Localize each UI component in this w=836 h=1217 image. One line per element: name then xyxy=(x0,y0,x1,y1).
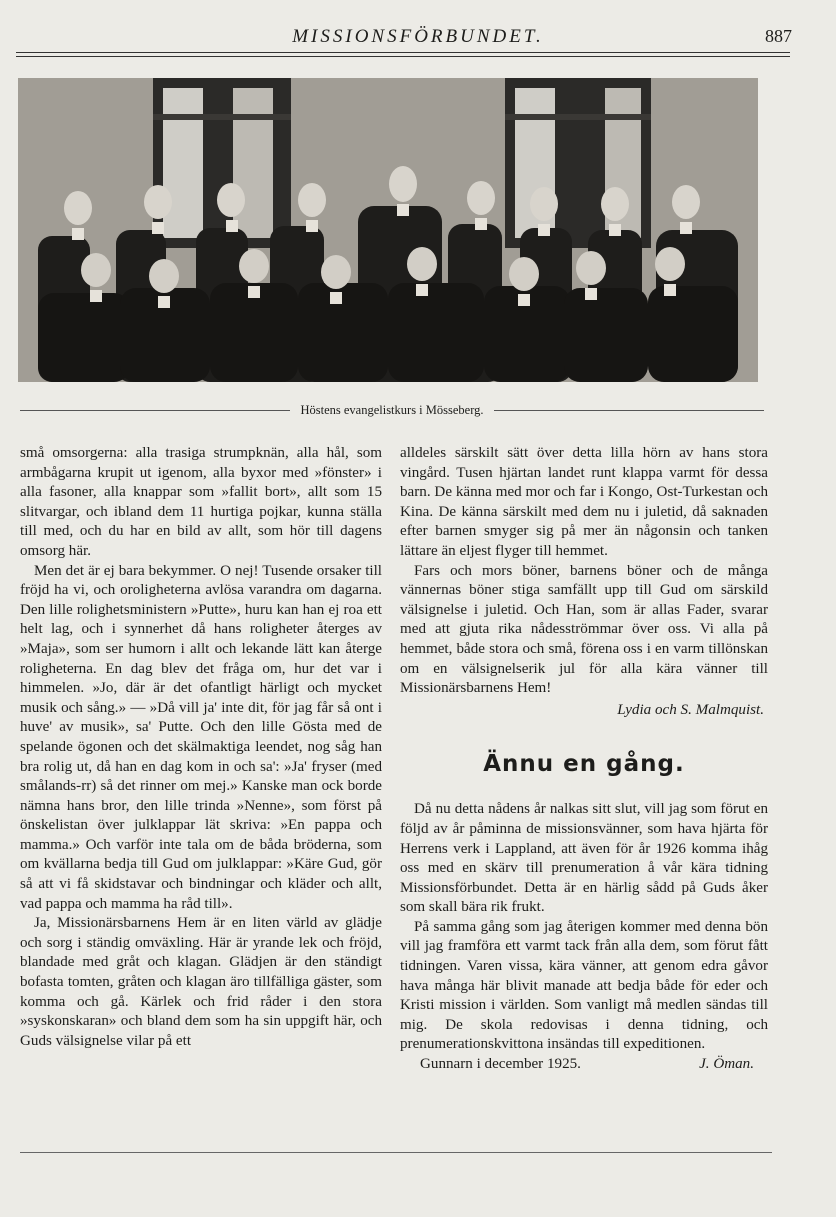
photo-caption: Höstens evangelistkurs i Mösseberg. xyxy=(300,402,484,417)
closing-line xyxy=(400,1055,768,1075)
group-photo-illustration xyxy=(18,78,758,382)
article-signature: Lydia och S. Malmquist. xyxy=(617,701,764,718)
left-paragraph-2: Men det är ej bara bekymmer. O nej! Tusende orsaker till fröjd ha vi, och oroligheterna avlösa varandra om dagarna. Den lille rolighetsministern »Putte», huru kan han ej roa ett helt lag, och i synnerhet då hans roligheter återges av »Maja», som ser humorn i allt och lekande lätt kan återge roligheterna. En dag blev det fråga om, hur det var i himmelen. »Jo, där är det ofantligt härligt och mycket musik och sång.» — »Då vill ja' inte dit, för jag får så ont i huve' av musik», sa' Putte. Och den lille Gösta med de spelande ögonen och det skälmaktiga leendet, nog såg han bra rolig ut, då han en dag kom in och sa': »Ja' fryser (med smålands-rr) så det rinner om mej.» Kanske man ock borde nämna hans bror, den lille trinda »Nenne», som först på önskelistan över julklappar lät skriva: »En pappa och mamma.» Och varför inte tala om de båda bröderna, som om kvällarna bedja till Gud om julklappar: »Käre Gud, gör så att vi få skidstavar och bindningar och kläder och allt, vad pappa och mamma ha råd till». xyxy=(20,562,382,912)
journal-title: MISSIONSFÖRBUNDET. xyxy=(292,26,544,47)
closing-place-date: Gunnarn i december 1925. xyxy=(420,1056,581,1073)
right-column xyxy=(400,444,768,1075)
left-paragraph-3: Ja, Missionärsbarnens Hem är en liten värld av glädje och sorg i ständig omväxling. Här är yrande lek och fröjd, blandade med gråt och klagan. Glädjen är den ständigt bofasta tomten, gråten och klagan äro tillfälliga gäster, som komma och gå. Kärlek och frid råder i den stora »syskonskaran» och bland dem som ha sin uppgift här, och Guds välsignelse vilar på ett xyxy=(20,915,382,1049)
header-rule-top xyxy=(16,52,790,53)
closing-author: J. Öman. xyxy=(699,1056,754,1073)
caption-rule-left xyxy=(20,410,290,411)
right-paragraph-2: Fars och mors böner, barnens böner och de många vännernas böner stiga samfällt upp till Gud om särskild välsignelse i juletid. Och Han, som är allas Fader, svarar med att gjuta rika nådesströmmar över oss. Vi alla på hemmet, både stora och små, förena oss i en varm tillönskan om en välsignelserik jul för alla kära vänner till Missionärsbarnens Hem! xyxy=(400,562,768,697)
group-photo xyxy=(18,78,758,382)
header-rule-bottom xyxy=(16,56,790,57)
caption-rule-right xyxy=(494,410,764,411)
section-heading: Ännu en gång. xyxy=(483,751,685,778)
page-header xyxy=(0,24,836,54)
section-paragraph-2: På samma gång som jag återigen kommer med denna bön vill jag framföra ett varmt tack från alla dem, som förut fått tidningen. Varen vissa, kära vänner, att genom edra gåvor hava många här blivit manade att bedja både för eder och Kristi mission i världen. Som vanligt må medlen sändas till mig. De skola redovisas i denna tidning, och prenumerationskvittona insändas till expeditionen. xyxy=(400,918,768,1053)
page-number: 887 xyxy=(765,26,792,46)
left-column xyxy=(20,444,382,1051)
left-paragraph-1: små omsorgerna: alla trasiga strumpknän, alla hål, som armbågarna krupit ut igenom, alla byxor med »fönster» i alla fasoner, alla knappar som »fallit bort», allt som 15 slitvargar, och ibland dem 11 hurtiga pojkar, kunna ställa till med, och du har en bild av allt, som hör till dagens omsorg här. xyxy=(20,445,382,559)
right-paragraph-1: alldeles särskilt sätt över detta lilla hörn av hans stora vingård. Tusen hjärtan landet runt klappa varmt för dessa barn. De känna med mor och far i Kongo, Ost-Turkestan och Kina. De känna särskilt med dem nu i juletid, då saknaden efter barnen smyger sig på mer än någonsin och tanken lättare än eljest flyger till hemmet. xyxy=(400,445,768,559)
photo-caption-row xyxy=(20,400,764,420)
section-paragraph-1: Då nu detta nådens år nalkas sitt slut, vill jag som förut en följd av år påminna de missionsvänner, som hava hjärta för Herrens verk i Lappland, att även för år 1926 komma ihåg oss med en skärv till prenumeration å vår kära tidning Missionsförbundet. Detta är en härlig sådd på Guds åker som skall bära rik frukt. xyxy=(400,801,768,916)
bottom-rule xyxy=(20,1152,772,1153)
